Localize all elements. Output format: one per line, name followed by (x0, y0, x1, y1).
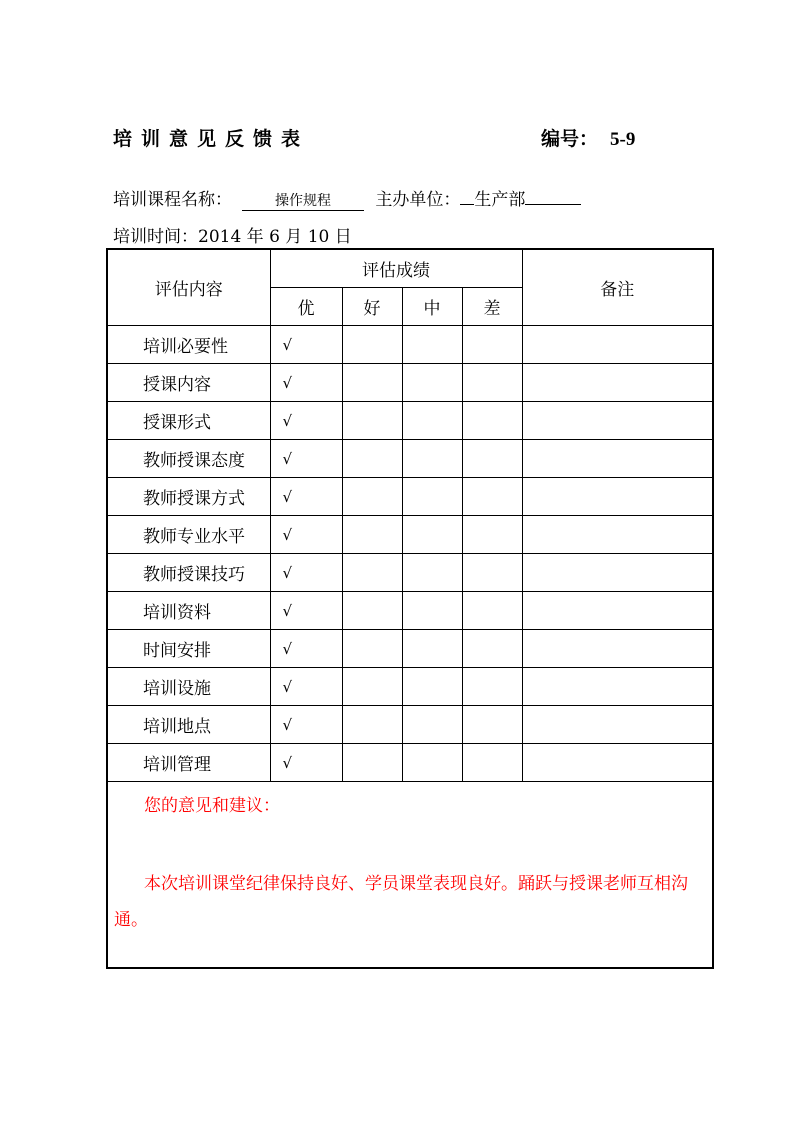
check-mark: √ (270, 440, 342, 478)
grade-cell (342, 516, 402, 554)
table-row (107, 478, 713, 516)
check-mark: √ (270, 402, 342, 440)
form-title: 培训意见反馈表 (113, 128, 310, 150)
remark-cell (522, 706, 713, 744)
remark-cell (522, 630, 713, 668)
grade-cell (462, 440, 522, 478)
row-item: 教师授课方式 (107, 478, 270, 516)
grade-cell (342, 706, 402, 744)
table-row (107, 744, 713, 782)
grade-cell (402, 516, 462, 554)
grade-cell (462, 478, 522, 516)
time-value: 2014 年 6 月 10 日 (198, 227, 352, 247)
grade-cell (462, 402, 522, 440)
comment-label: 您的意见和建议： (144, 796, 280, 816)
row-item: 培训资料 (107, 592, 270, 630)
grade-cell (462, 554, 522, 592)
grade-cell (402, 668, 462, 706)
row-item: 授课形式 (107, 402, 270, 440)
check-mark: √ (270, 478, 342, 516)
grade-cell (462, 706, 522, 744)
row-item: 培训设施 (107, 668, 270, 706)
table-row (107, 706, 713, 744)
grade-cell (342, 440, 402, 478)
table-row (107, 554, 713, 592)
number-label: 编号： (541, 128, 599, 150)
grade-cell (402, 706, 462, 744)
remark-cell (522, 478, 713, 516)
host-label: 主办单位： (375, 190, 461, 210)
remark-cell (522, 744, 713, 782)
form-number (541, 124, 635, 151)
grade-cell (462, 668, 522, 706)
grade-cell (342, 326, 402, 364)
check-mark: √ (270, 592, 342, 630)
course-value: 操作规程 (242, 192, 364, 211)
grade-cell (342, 668, 402, 706)
grade-cell (342, 402, 402, 440)
grade-cell (342, 744, 402, 782)
check-mark: √ (270, 744, 342, 782)
grade-cell (402, 326, 462, 364)
check-mark: √ (270, 630, 342, 668)
check-mark: √ (270, 554, 342, 592)
table-row (107, 440, 713, 478)
grade-cell (402, 630, 462, 668)
comment-cell (107, 782, 713, 969)
grade-cell (342, 364, 402, 402)
table-row (107, 402, 713, 440)
col-item-header: 评估内容 (107, 249, 270, 326)
grade-cell (402, 592, 462, 630)
course-line (113, 185, 581, 211)
grade-cell (462, 516, 522, 554)
evaluation-table (106, 248, 714, 969)
check-mark: √ (270, 516, 342, 554)
remark-cell (522, 364, 713, 402)
grade-poor: 差 (462, 288, 522, 326)
table-row (107, 516, 713, 554)
course-label: 培训课程名称： (113, 190, 232, 210)
table-row (107, 592, 713, 630)
remark-cell (522, 440, 713, 478)
table-row (107, 364, 713, 402)
remark-cell (522, 402, 713, 440)
table-row (107, 326, 713, 364)
check-mark: √ (270, 706, 342, 744)
grade-cell (402, 554, 462, 592)
grade-cell (462, 744, 522, 782)
grade-cell (402, 364, 462, 402)
time-line (113, 222, 352, 247)
col-score-header: 评估成绩 (270, 249, 522, 288)
check-mark: √ (270, 668, 342, 706)
row-item: 教师授课技巧 (107, 554, 270, 592)
grade-cell (402, 402, 462, 440)
check-mark: √ (270, 364, 342, 402)
host-value: 生产部 (474, 190, 526, 210)
table-row (107, 668, 713, 706)
grade-cell (402, 744, 462, 782)
table-row (107, 630, 713, 668)
grade-good: 好 (342, 288, 402, 326)
grade-average: 中 (402, 288, 462, 326)
number-value: 5-9 (610, 129, 636, 150)
remark-cell (522, 516, 713, 554)
grade-cell (402, 440, 462, 478)
grade-cell (462, 326, 522, 364)
remark-cell (522, 668, 713, 706)
grade-cell (402, 478, 462, 516)
grade-cell (462, 592, 522, 630)
remark-cell (522, 592, 713, 630)
row-item: 培训地点 (107, 706, 270, 744)
row-item: 培训必要性 (107, 326, 270, 364)
row-item: 教师专业水平 (107, 516, 270, 554)
comment-text: 本次培训课堂纪律保持良好、学员课堂表现良好。踊跃与授课老师互相沟通。 (114, 874, 688, 930)
row-item: 培训管理 (107, 744, 270, 782)
row-item: 教师授课态度 (107, 440, 270, 478)
remark-cell (522, 326, 713, 364)
col-remark-header: 备注 (522, 249, 713, 326)
grade-cell (342, 592, 402, 630)
time-label: 培训时间： (113, 227, 198, 247)
check-mark: √ (270, 326, 342, 364)
row-item: 授课内容 (107, 364, 270, 402)
grade-excellent: 优 (270, 288, 342, 326)
grade-cell (342, 478, 402, 516)
grade-cell (462, 364, 522, 402)
grade-cell (342, 630, 402, 668)
grade-cell (342, 554, 402, 592)
row-item: 时间安排 (107, 630, 270, 668)
grade-cell (462, 630, 522, 668)
remark-cell (522, 554, 713, 592)
